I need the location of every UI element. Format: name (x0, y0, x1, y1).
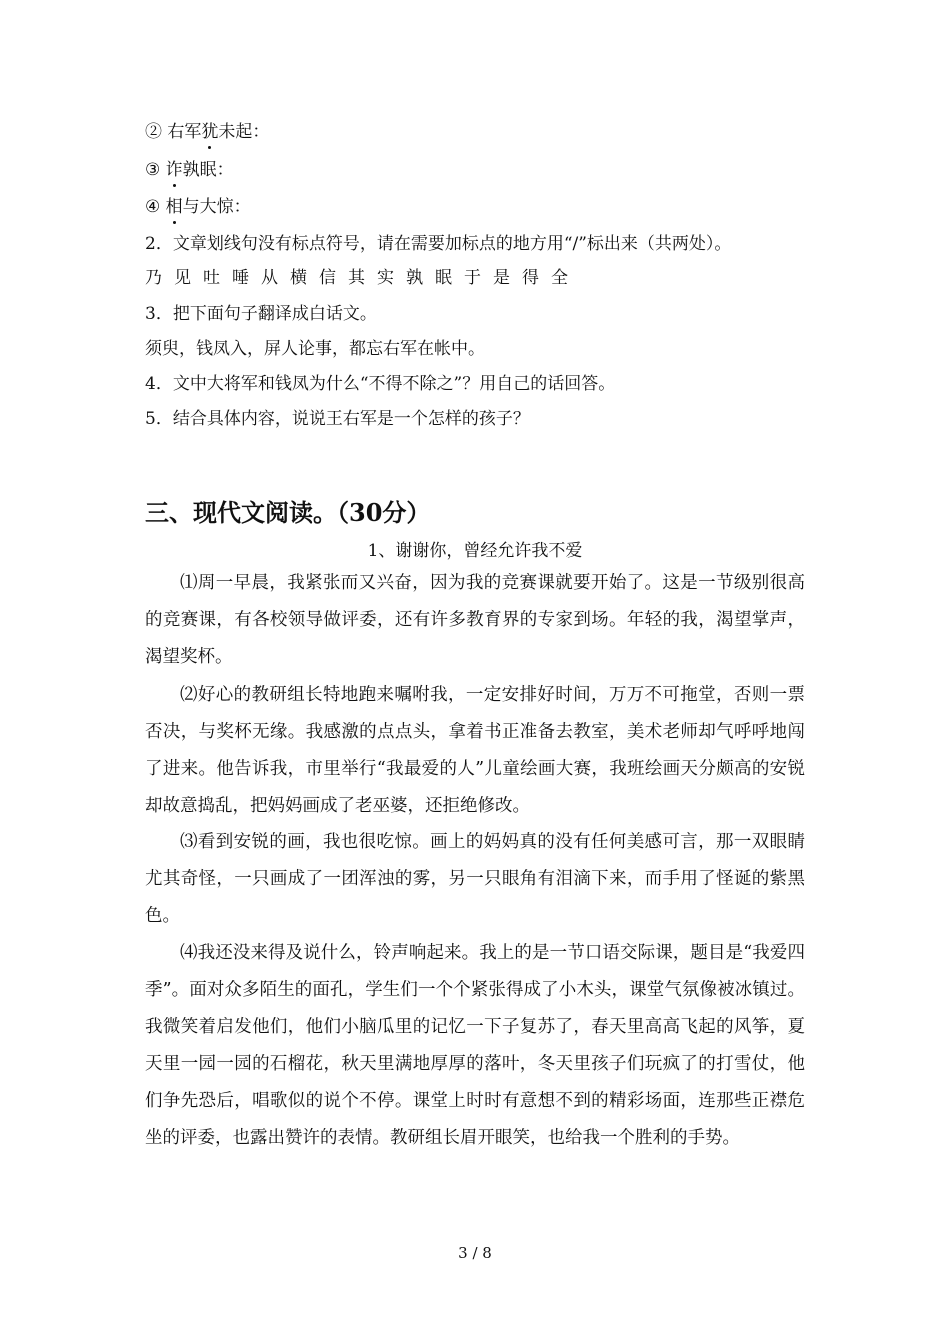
sub-item-2-dotted-char: 犹 (201, 122, 219, 142)
article-paragraph-4: ⑷我还没来得及说什么，铃声响起来。我上的是一节口语交际课，题目是“我爱四季”。面对众多陌生的面孔，学生们一个个紧张得成了小木头，课堂气氛像被冰镇过。我微笑着启发他们，他们小脑瓜里的记忆一下子复苏了，春天里高高飞起的风筝，夏天里一园一园的石榴花，秋天里满地厚厚的落叶，冬天里孩子们玩疯了的打雪仗，他们争先恐后，唱歌似的说个不停。课堂上时时有意想不到的精彩场面，连那些正襟危坐的评委，也露出赞许的表情。教研组长眉开眼笑，也给我一个胜利的手势。 (145, 943, 805, 1148)
sub-item-3-suffix: 孰眠： (182, 160, 234, 180)
sub-item-2 (145, 121, 269, 143)
question-3-sentence: 须臾，钱凤入，屏人论事，都忘右军在帐中。 (145, 339, 485, 359)
article-paragraph-1: ⑴周一早晨，我紧张而又兴奋，因为我的竞赛课就要开始了。这是一节级别很高的竞赛课，有各校领导做评委，还有许多教育界的专家到场。年轻的我，渴望掌声，渴望奖杯。 (145, 573, 805, 667)
question-3: 3．把下面句子翻译成白话文。 (145, 304, 377, 324)
sub-item-3-prefix: ③ (145, 160, 166, 180)
sub-item-2-suffix: 未起： (218, 122, 270, 142)
sub-item-4-dotted-char: 相 (165, 197, 183, 217)
article-title: 1、谢谢你，曾经允许我不爱 (367, 541, 583, 561)
question-2: 2．文章划线句没有标点符号，请在需要加标点的地方用“/”标出来（共两处）。 (145, 234, 732, 254)
question-2-sentence: 乃见吐唾从横信其实孰眠于是得全 (145, 268, 580, 288)
sub-item-3 (145, 159, 234, 181)
sub-item-4-suffix: 与大惊： (182, 197, 251, 217)
sub-item-4-prefix: ④ (145, 197, 166, 217)
question-4: 4．文中大将军和钱凤为什么“不得不除之”？用自己的话回答。 (145, 374, 616, 394)
question-5: 5．结合具体内容，说说王右军是一个怎样的孩子？ (145, 409, 530, 429)
article-paragraph-3: ⑶看到安锐的画，我也很吃惊。画上的妈妈真的没有任何美感可言，那一双眼睛尤其奇怪，一只画成了一团浑浊的雾，另一只眼角有泪滴下来，而手用了怪诞的紫黑色。 (145, 832, 805, 926)
page-number: 3 / 8 (458, 1244, 492, 1262)
sub-item-4 (145, 196, 251, 218)
sub-item-3-dotted-char: 诈 (165, 160, 183, 180)
article-paragraph-2: ⑵好心的教研组长特地跑来嘱咐我，一定安排好时间，万万不可拖堂，否则一票否决，与奖杯无缘。我感激的点点头，拿着书正准备去教室，美术老师却气呼呼地闯了进来。他告诉我，市里举行“我最爱的人”儿童绘画大赛，我班绘画天分颇高的安锐却故意捣乱，把妈妈画成了老巫婆，还拒绝修改。 (145, 685, 805, 816)
section-heading: 三、现代文阅读。（30分） (145, 498, 431, 527)
sub-item-2-prefix: ② 右军 (145, 122, 202, 142)
